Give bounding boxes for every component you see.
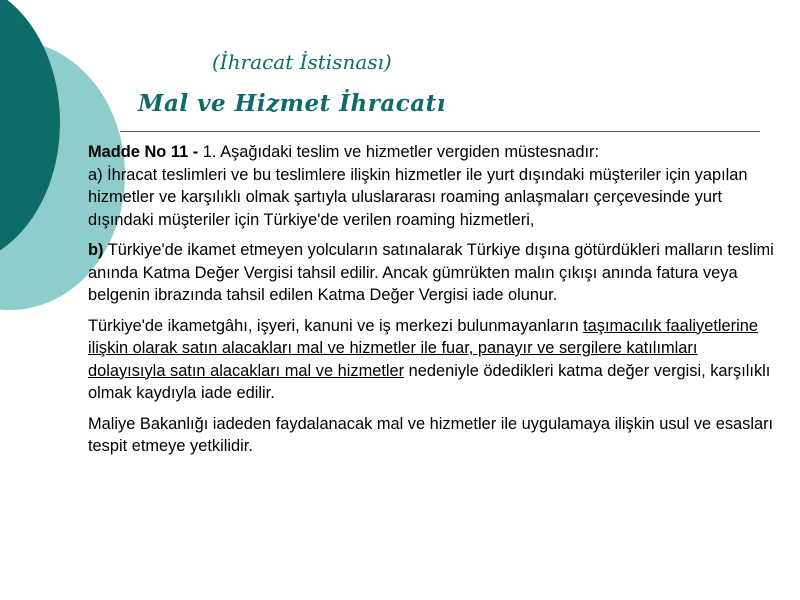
item-b-text: Türkiye'de ikamet etmeyen yolcuların satınalarak Türkiye dışına götürdükleri malların teslimi anında Katma Değer Vergisi tahsil edilir. Ancak gümrükten malın çıkışı anında fatura veya belgenin ibrazında tahsil edilen Katma Değer Vergisi iade olunur. <box>88 241 774 304</box>
article-lead: 1. Aşağıdaki teslim ve hizmetler vergiden müstesnadır: <box>198 143 600 161</box>
paragraph-refund <box>88 315 778 405</box>
slide-title: Mal ve Hizmet İhracatı <box>138 90 447 117</box>
refund-text-before: Türkiye'de ikametgâhı, işyeri, kanuni ve iş merkezi bulunmayanların <box>88 316 584 335</box>
paragraph-item-b <box>88 239 778 307</box>
item-b-label: b) <box>88 241 104 259</box>
paragraph-ministry <box>88 413 778 458</box>
title-divider <box>120 131 760 132</box>
slide-subtitle: (İhracat İstisnası) <box>212 50 392 74</box>
ministry-text: Maliye Bakanlığı iadeden faydalanacak mal ve hizmetler ile uygulamaya ilişkin usul ve esasları tespit etmeye yetkilidir. <box>88 414 774 455</box>
article-body <box>88 141 778 466</box>
article-label: Madde No 11 - <box>88 143 199 161</box>
refund-text-after: nedeniyle ödedikleri katma değer vergisi, karşılıklı olmak kaydıyla iade edilir. <box>88 361 771 402</box>
paragraph-article-11 <box>88 141 778 231</box>
item-a-text: a) İhracat teslimleri ve bu teslimlere ilişkin hizmetler ile yurt dışındaki müşteriler için yapılan hizmetler ve karşılıklı olmak şartıyla uluslararası roaming anlaşmaları çerçevesinde yurt dışındaki müşteriler için Türkiye'de verilen roaming hizmetleri, <box>88 165 748 229</box>
refund-underlined-text: taşımacılık faaliyetlerine ilişkin olarak satın alacakları mal ve hizmetler ile fuar, panayır ve sergilere katılımları dolayısıyla satın alacakları mal ve hizmetler <box>88 316 758 380</box>
